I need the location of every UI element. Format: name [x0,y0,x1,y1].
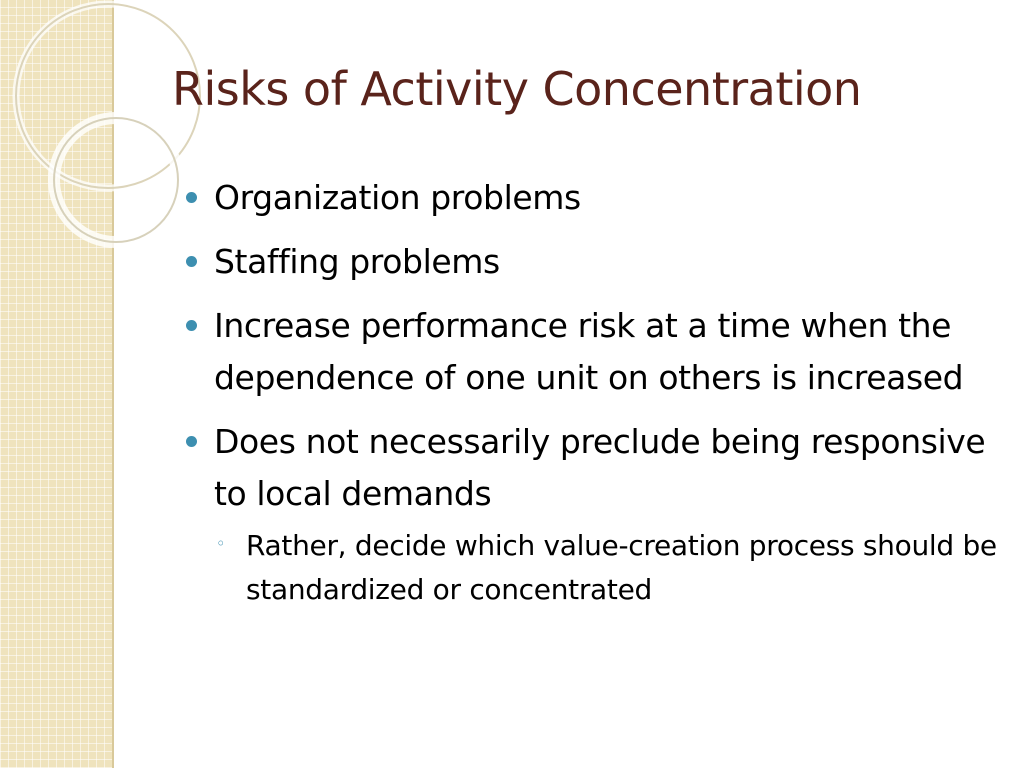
hollow-circle-icon: ◦ [216,534,226,553]
bullet-dot-icon [186,436,197,447]
bullet-item [184,416,1004,612]
bullet-item [184,300,1004,404]
bullet-dot-icon [186,256,197,267]
bullet-item [184,236,1004,288]
decorative-rings-icon [0,0,140,260]
bullet-text: Does not necessarily preclude being responsive to local demands [214,422,986,513]
bullet-text: Increase performance risk at a time when the dependence of one unit on others is increased [214,306,964,397]
bullet-text: Staffing problems [214,242,500,281]
slide-title: Risks of Activity Concentration [172,62,862,116]
bullet-dot-icon [186,192,197,203]
bullet-dot-icon [186,320,197,331]
bullet-text: Organization problems [214,178,581,217]
bullet-item [184,172,1004,224]
bullet-list [184,172,1004,612]
slide-content [184,172,1004,624]
sub-bullet-list [214,524,1004,612]
sub-bullet-text: Rather, decide which value-creation process should be standardized or concentrated [246,529,997,606]
sub-bullet-item [214,524,1004,612]
